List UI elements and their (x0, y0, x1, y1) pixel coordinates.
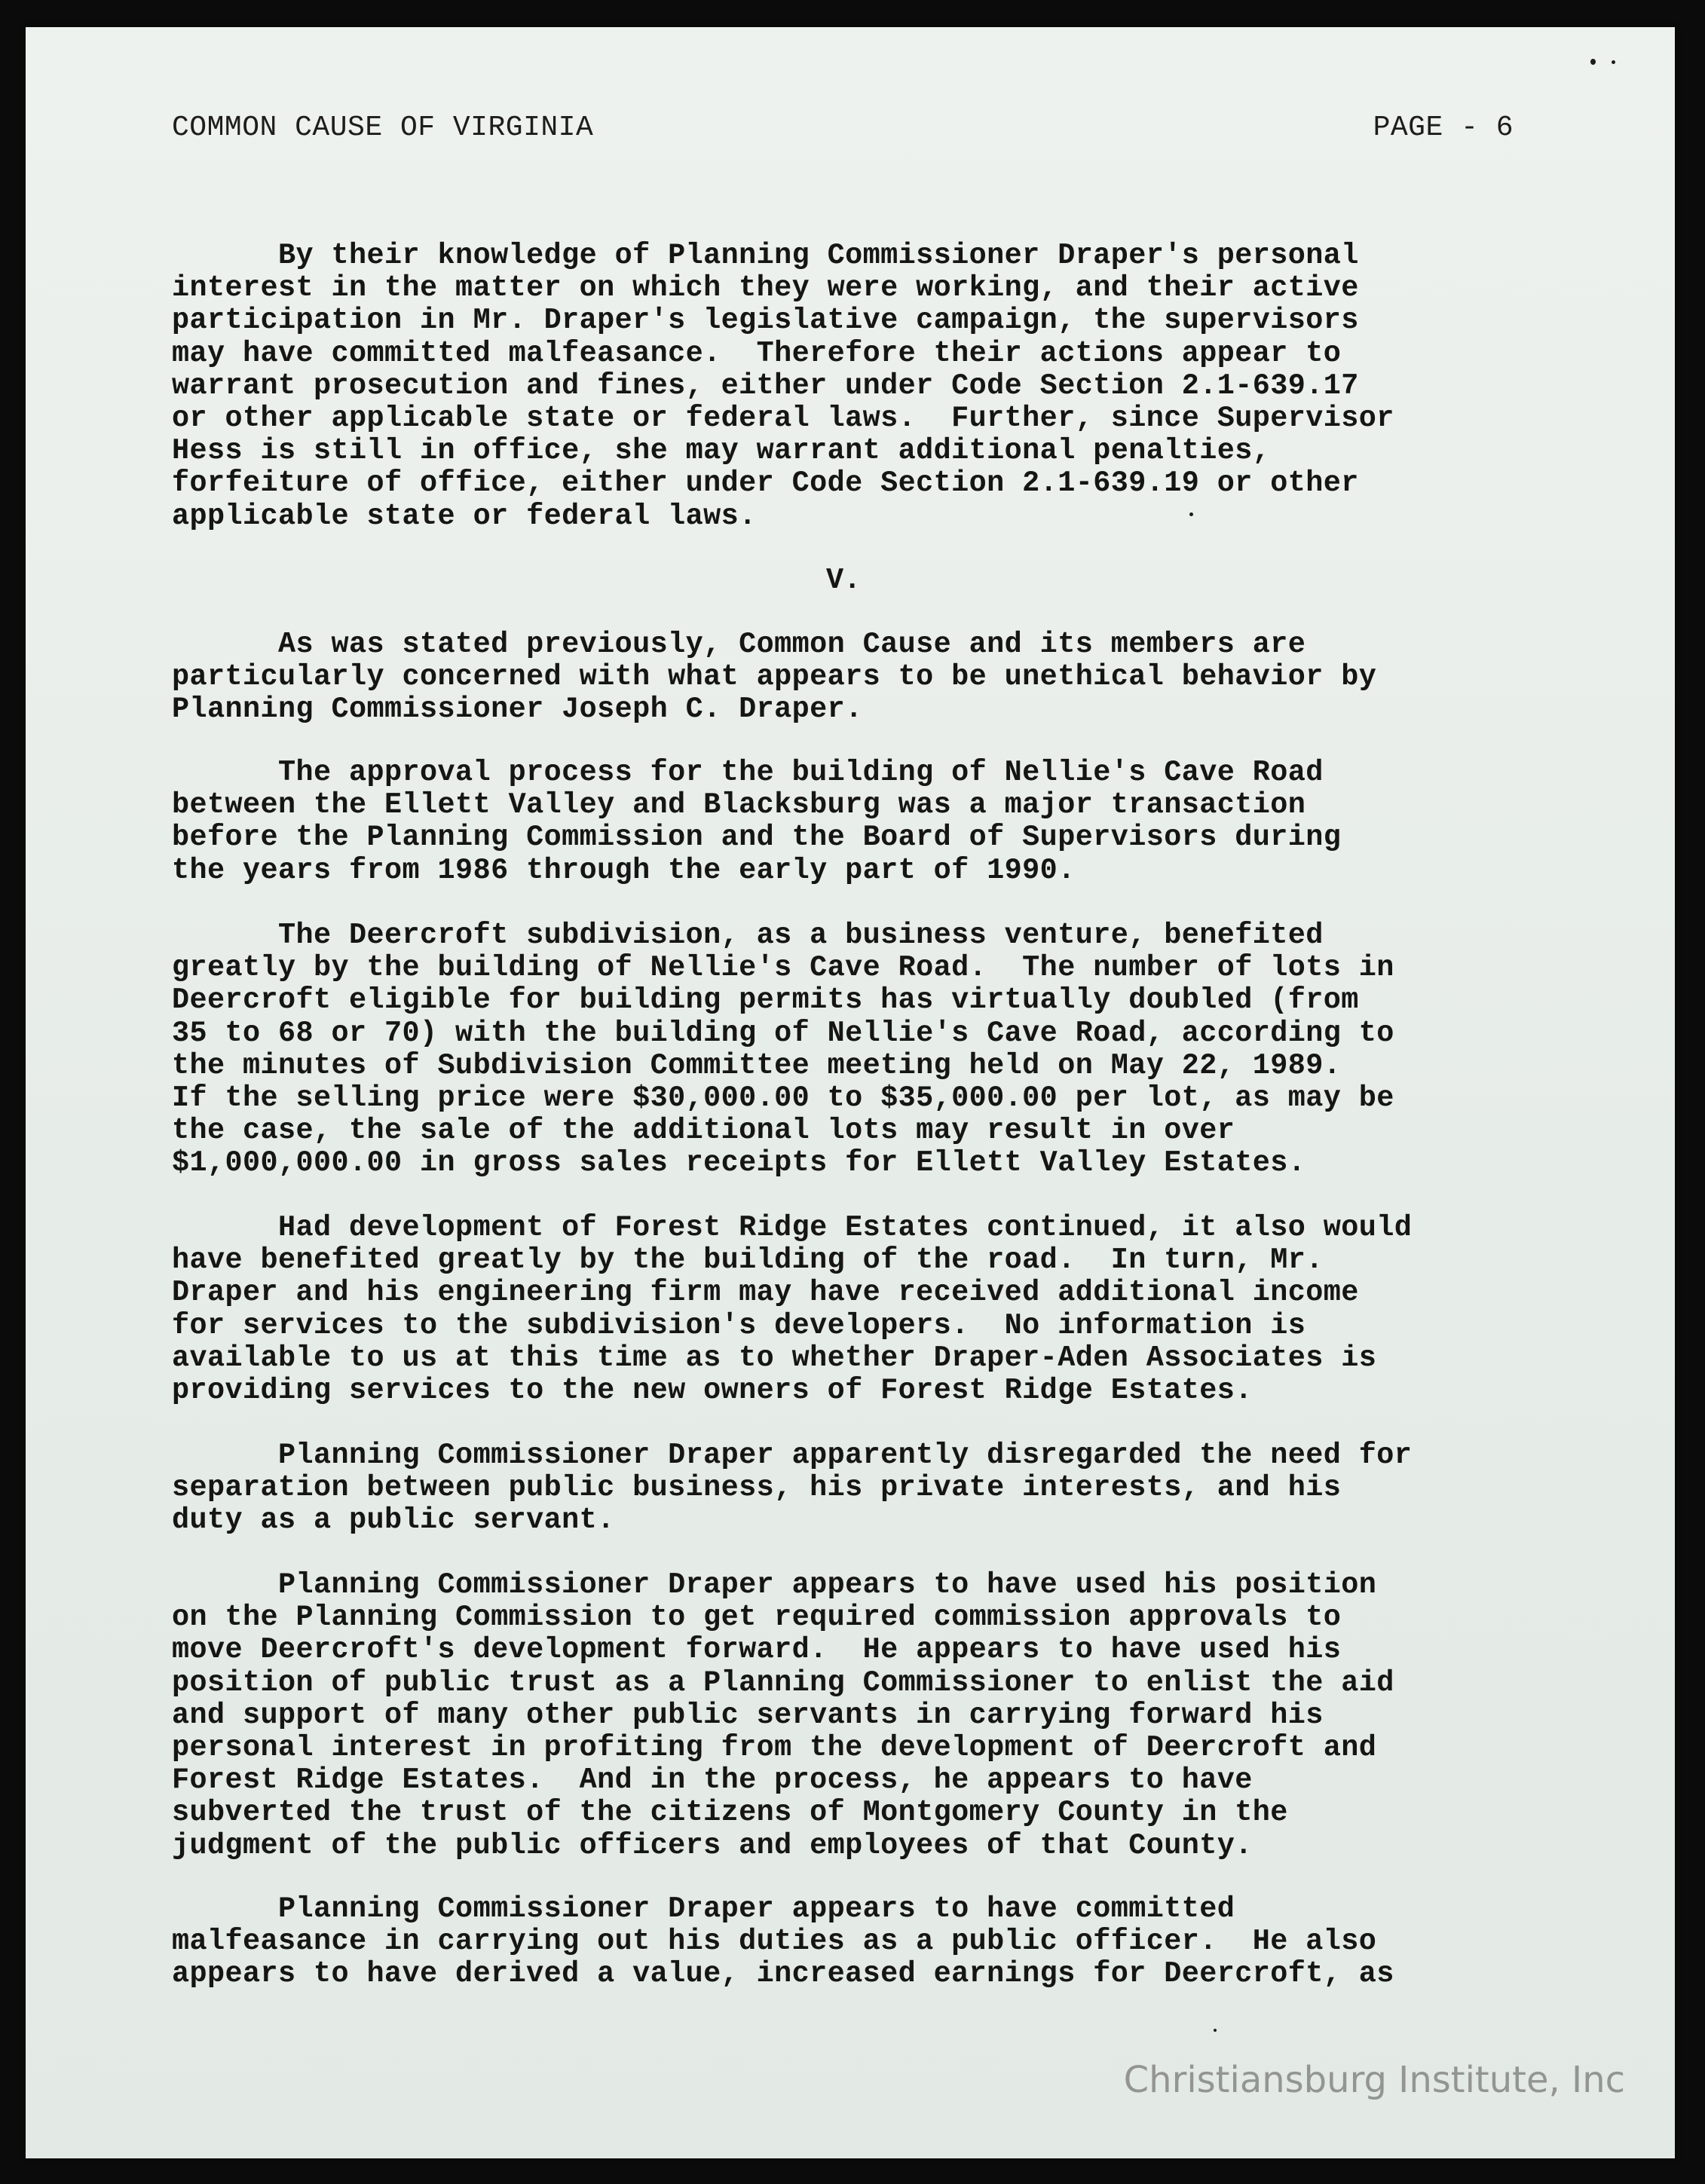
paragraph-common-cause-concern: As was stated previously, Common Cause and its members are particularly concerned with what appears to be unethical behavior by Planning Commissioner Joseph C. Draper. (172, 628, 1377, 726)
watermark-text: Christiansburg Institute, Inc (1123, 2059, 1625, 2101)
paper-speck (1214, 2029, 1217, 2032)
paragraph-malfeasance-conclusion: Planning Commissioner Draper appears to have committed malfeasance in carrying out his duties as a public officer. He also appears to have derived a value, increased earnings for Deercroft, as (172, 1892, 1394, 1991)
paragraph-forest-ridge-estates: Had development of Forest Ridge Estates continued, it also would have benefited greatly by the building of the road. In turn, Mr. Draper and his engineering firm may have received additional income for services to the subdivision's developers. No information is available to us at this time as to whether Draper-Aden Associates is providing services to the new owners of Forest Ridge Estates. (172, 1211, 1413, 1408)
section-heading: V. (826, 564, 862, 597)
paragraph-deercroft-subdivision: The Deercroft subdivision, as a business venture, benefited greatly by the building of Nellie's Cave Road. The number of lots in Deercroft eligible for building permits has virtually doubled (from 35 to 68 or 70) with the building of Nellie's Cave Road, according to the minutes of Subdivision Committee meeting held on May 22, 1989. If the selling price were $30,000.00 to $35,000.00 per lot, as may be the case, the sale of the additional lots may result in over $1,000,000.00 in gross sales receipts for Ellett Valley Estates. (172, 919, 1394, 1180)
paragraph-separation-of-interests: Planning Commissioner Draper apparently disregarded the need for separation between public business, his private interests, and his duty as a public servant. (172, 1439, 1413, 1537)
paper-speck (1612, 60, 1615, 64)
paragraph-supervisors-malfeasance: By their knowledge of Planning Commissioner Draper's personal interest in the matter on which they were working, and their active participation in Mr. Draper's legislative campaign, the supervisors may have committed malfeasance. Therefore their actions appear to warrant prosecution and fines, either under Code Section 2.1-639.17 or other applicable state or federal laws. Further, since Supervisor Hess is still in office, she may warrant additional penalties, forfeiture of office, either under Code Section 2.1-639.19 or other applicable state or federal laws. (172, 239, 1394, 533)
paragraph-approval-process: The approval process for the building of Nellie's Cave Road between the Ellett Valley and Blacksburg was a major transaction before the Planning Commission and the Board of Supervisors during the years from 1986 through the early part of 1990. (172, 756, 1342, 887)
paragraph-use-of-position: Planning Commissioner Draper appears to have used his position on the Planning Commission to get required commission approvals to move Deercroft's development forward. He appears to have used his position of public trust as a Planning Commissioner to enlist the aid and support of many other public servants in carrying forward his personal interest in profiting from the development of Deercroft and Forest Ridge Estates. And in the process, he appears to have subverted the trust of the citizens of Montgomery County in the judgment of the public officers and employees of that County. (172, 1568, 1394, 1862)
paper-speck (1189, 512, 1193, 516)
page-number: PAGE - 6 (1373, 112, 1514, 144)
paper-speck (1590, 59, 1596, 65)
organization-name: COMMON CAUSE OF VIRGINIA (172, 112, 594, 144)
